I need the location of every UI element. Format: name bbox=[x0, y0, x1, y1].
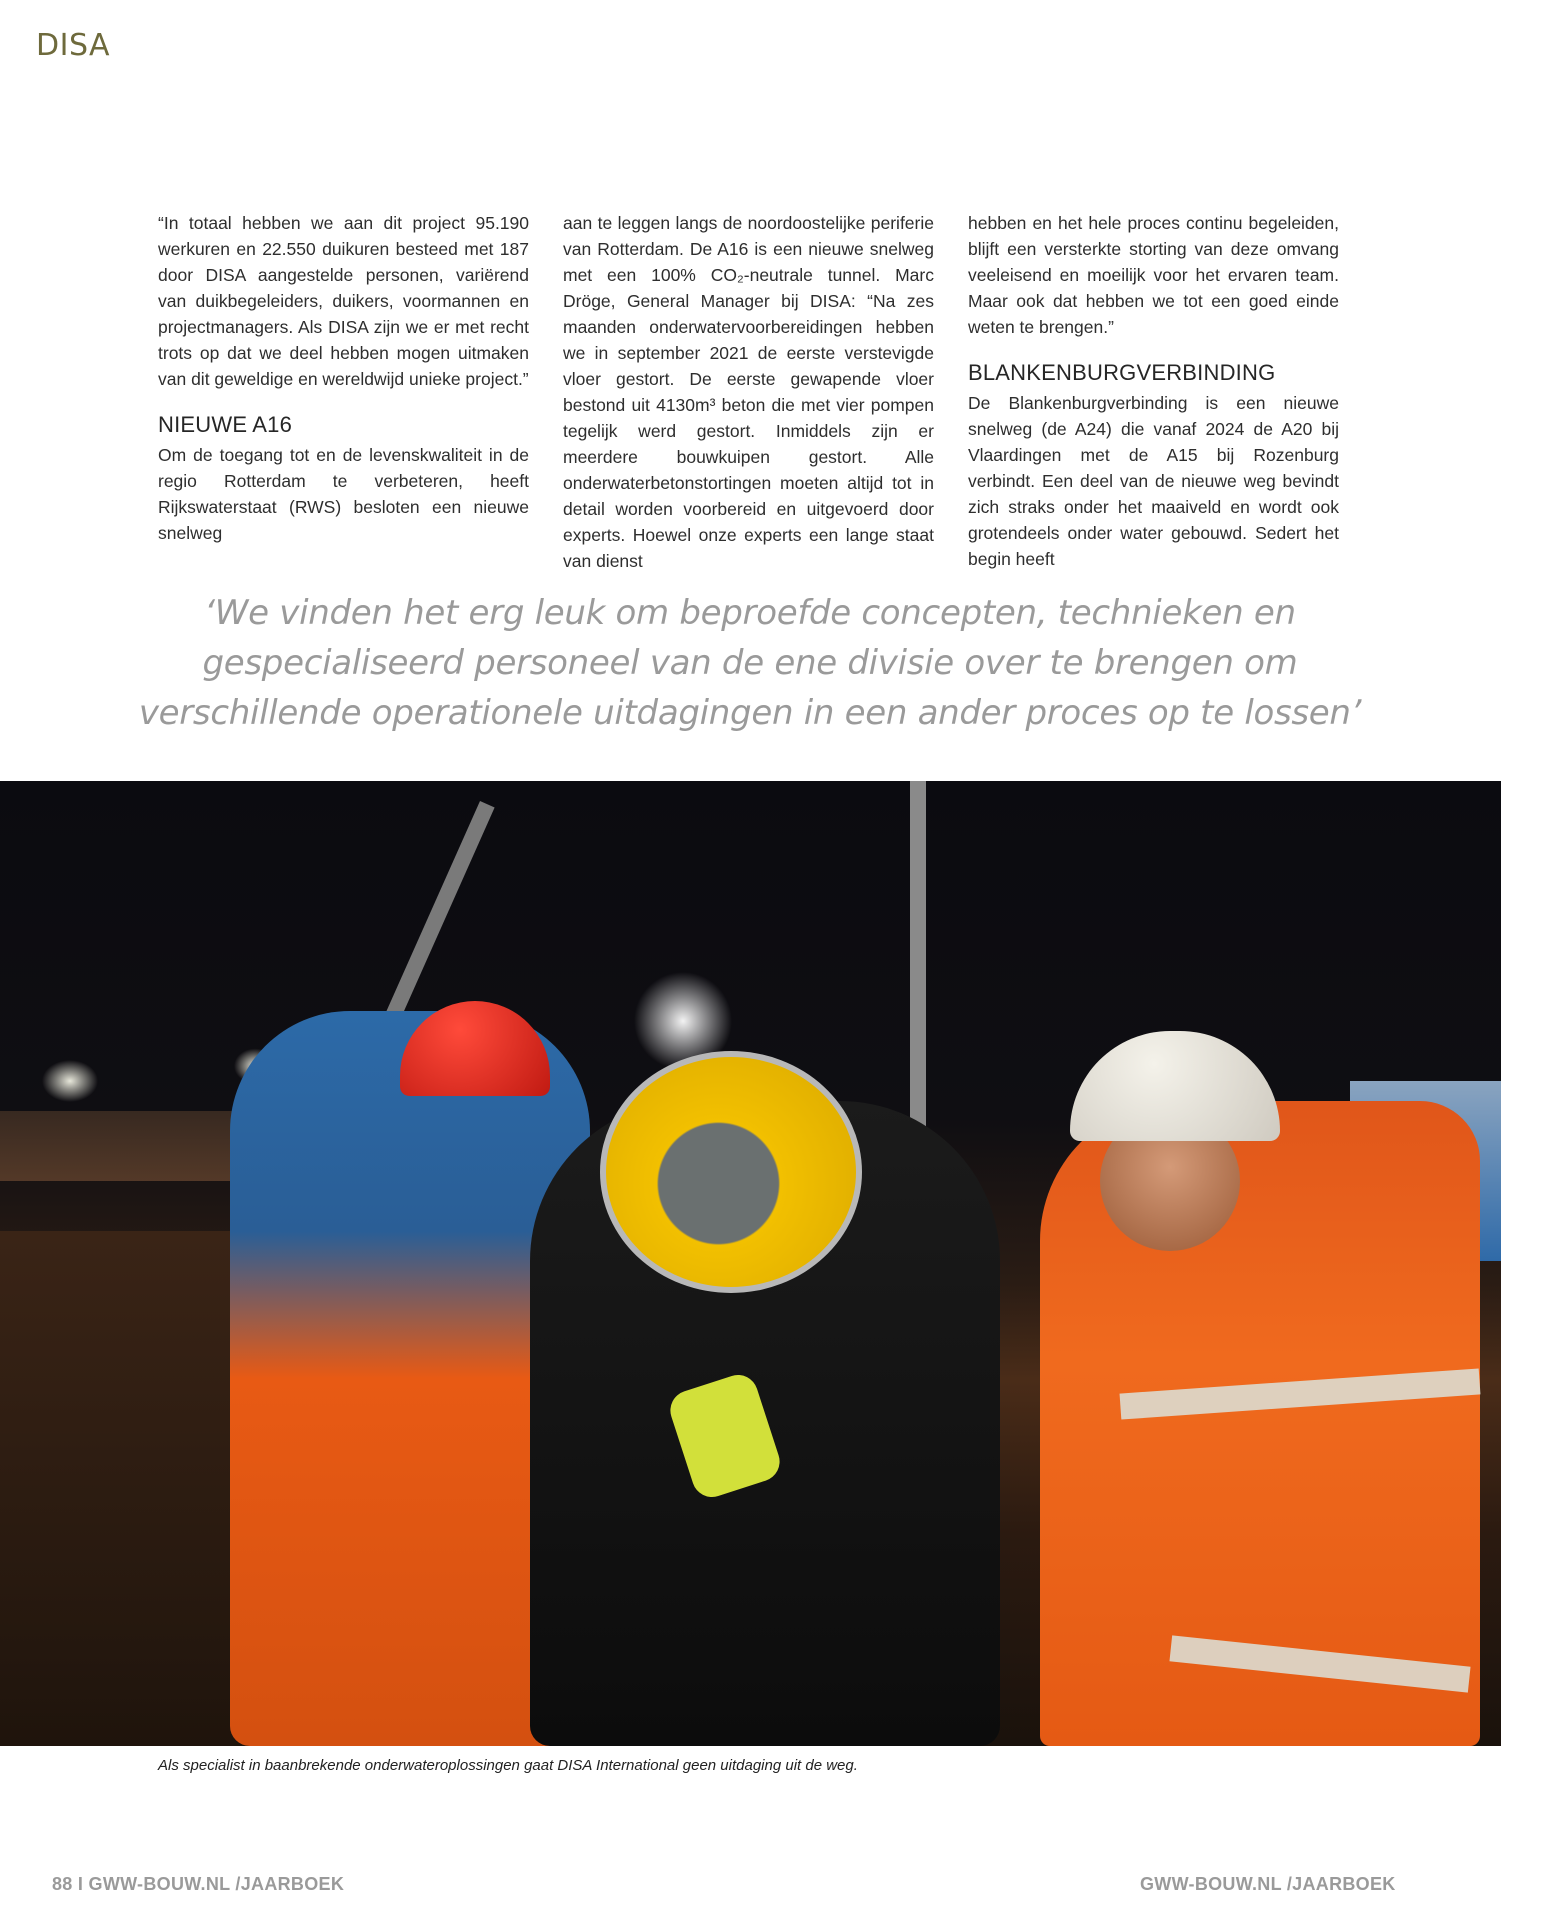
paragraph: aan te leggen langs de noordoostelijke periferie van Rotterdam. De A16 is een nieuwe snelweg met een 100% CO₂-neutrale tunnel. Marc Dröge, General Manager bij DISA: “Na zes maanden onderwatervoorbereidingen hebben we in september 2021 de eerste verstevigde vloer gestort. De eerste gewapende vloer bestond uit 4130m³ beton die met vier pompen tegelijk werd gestort. Inmiddels zijn er meerdere bouwkuipen gestort. Alle onderwaterbetonstortingen moeten altijd tot in detail worden voorbereid en uitgevoerd door experts. Hoewel onze experts een lange staat van dienst bbox=[563, 213, 934, 571]
subheading-blankenburg: BLANKENBURGVERBINDING bbox=[968, 360, 1276, 385]
subheading-a16: NIEUWE A16 bbox=[158, 412, 293, 437]
paragraph: “In totaal hebben we aan dit project 95.190 werkuren en 22.550 duikuren besteed met 187 door DISA aangestelde personen, variërend van duikbegeleiders, duikers, voormannen en projectmanagers. Als DISA zijn we er met recht trots op dat we deel hebben mogen uitmaken van dit geweldige en wereldwijd unieke project.” bbox=[158, 213, 529, 389]
paragraph: De Blankenburgverbinding is een nieuwe snelweg (de A24) die vanaf 2024 de A20 bij Vlaardingen met de A15 bij Rozenburg verbindt. Een deel van de nieuwe weg bevindt zich straks onder het maaiveld en wordt ook grotendeels onder water gebouwd. Sedert het begin heeft bbox=[968, 393, 1339, 569]
photo-caption: Als specialist in baanbrekende onderwateroplossingen gaat DISA International geen uitdaging uit de weg. bbox=[158, 1757, 858, 1774]
pull-quote-line: ‘We vinden het erg leuk om beproefde concepten, technieken en bbox=[204, 593, 1296, 633]
paragraph: hebben en het hele proces continu begeleiden, blijft een versterkte storting van deze omvang veeleisend en moeilijk voor het ervaren team. Maar ook dat hebben we tot een goed einde weten te brengen.” bbox=[968, 213, 1339, 337]
photo-white-helmet bbox=[1070, 1031, 1280, 1141]
footer-page-number: 88 I GWW-BOUW.NL /JAARBOEK bbox=[52, 1874, 345, 1894]
article-body bbox=[158, 210, 1338, 574]
section-header: DISA bbox=[36, 28, 111, 63]
article-column-3 bbox=[968, 210, 1339, 574]
article-column-2 bbox=[563, 210, 934, 574]
pull-quote bbox=[100, 588, 1400, 738]
photo-pier bbox=[0, 1111, 260, 1181]
pull-quote-line: gespecialiseerd personeel van de ene divisie over te brengen om bbox=[202, 643, 1298, 683]
pull-quote-line: verschillende operationele uitdagingen in een ander proces op te lossen’ bbox=[138, 693, 1362, 733]
photo-crane bbox=[910, 781, 926, 1141]
diver-photo bbox=[0, 781, 1501, 1746]
footer-publication: GWW-BOUW.NL /JAARBOEK bbox=[1140, 1874, 1396, 1894]
paragraph: Om de toegang tot en de levenskwaliteit in de regio Rotterdam te verbeteren, heeft Rijkswaterstaat (RWS) besloten een nieuwe snelweg bbox=[158, 445, 529, 543]
article-column-1 bbox=[158, 210, 529, 574]
photo-diving-helmet bbox=[600, 1051, 862, 1293]
